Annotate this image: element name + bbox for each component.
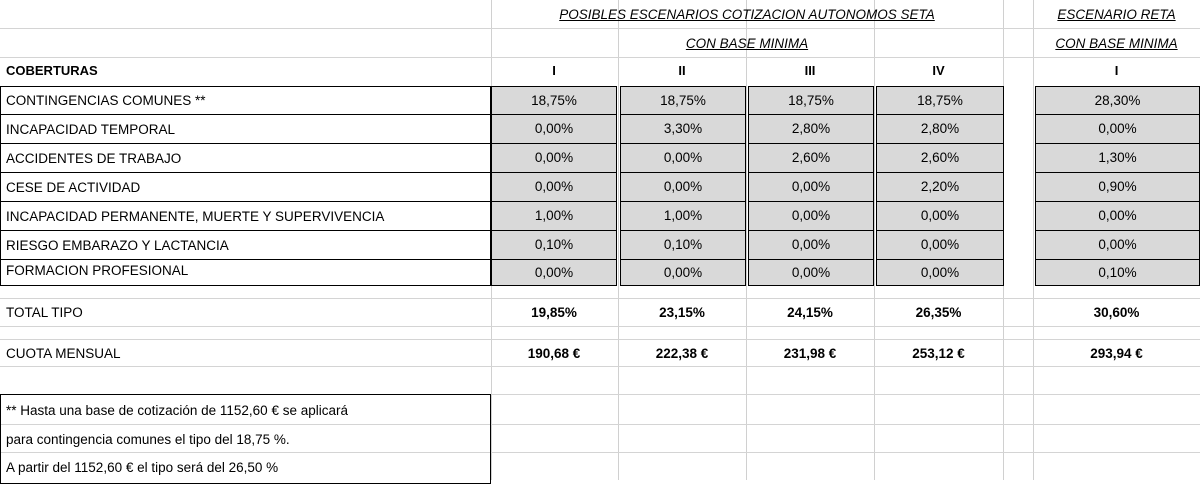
total-tipo-label: TOTAL TIPO (6, 305, 83, 320)
rate-cell: 0,90% (1035, 172, 1200, 202)
reta-title: ESCENARIO RETA (1057, 7, 1176, 22)
rate-cell: 0,00% (748, 230, 874, 260)
scenario-header-2: II (678, 63, 686, 78)
rate-cell: 0,00% (491, 172, 617, 202)
rate-cell: 18,75% (876, 86, 1004, 115)
rate-cell: 2,60% (876, 143, 1004, 173)
rate-cell: 0,00% (876, 201, 1004, 231)
cuota-mensual-value: 293,94 € (1090, 346, 1143, 361)
scenario-header-4: IV (932, 63, 945, 78)
row-label: RIESGO EMBARAZO Y LACTANCIA (6, 238, 229, 253)
row-label: FORMACION PROFESIONAL (6, 263, 189, 278)
rate-cell: 0,00% (491, 143, 617, 173)
rate-cell: 0,10% (620, 230, 746, 260)
rate-cell: 28,30% (1035, 86, 1200, 115)
cuota-mensual-value: 190,68 € (527, 346, 581, 361)
footnote-line: para contingencia comunes el tipo del 18,75 %. (6, 432, 290, 447)
rate-cell: 0,00% (491, 259, 617, 286)
total-tipo-value: 30,60% (1093, 305, 1140, 320)
rate-cell: 0,10% (491, 230, 617, 260)
grid-line (0, 339, 1200, 340)
reta-subtitle: CON BASE MINIMA (1055, 36, 1178, 51)
rate-cell: 0,00% (620, 172, 746, 202)
cuota-mensual-value: 231,98 € (783, 346, 837, 361)
rate-cell: 1,00% (491, 201, 617, 231)
cuota-mensual-value: 222,38 € (655, 346, 709, 361)
rate-cell: 0,00% (491, 114, 617, 144)
rate-cell: 2,80% (876, 114, 1004, 144)
seta-subtitle: CON BASE MINIMA (685, 36, 809, 51)
rate-cell: 0,00% (876, 230, 1004, 260)
cuota-mensual-value: 253,12 € (912, 346, 965, 361)
rate-cell: 0,00% (620, 259, 746, 286)
row-label: INCAPACIDAD PERMANENTE, MUERTE Y SUPERVIVENCIA (6, 209, 385, 224)
rate-cell: 0,00% (1035, 201, 1200, 231)
grid-line (0, 57, 1200, 58)
rate-cell: 3,30% (620, 114, 746, 144)
reta-scenario-header: I (1114, 63, 1119, 78)
rate-cell: 1,30% (1035, 143, 1200, 173)
rate-cell: 0,00% (876, 259, 1004, 286)
rate-cell: 0,00% (748, 201, 874, 231)
grid-line (0, 298, 1200, 299)
rate-cell: 0,00% (748, 172, 874, 202)
seta-title: POSIBLES ESCENARIOS COTIZACION AUTONOMOS SETA (559, 7, 935, 22)
total-tipo-value: 24,15% (787, 305, 833, 320)
grid-line (0, 366, 1200, 367)
row-label: INCAPACIDAD TEMPORAL (6, 122, 176, 137)
rate-cell: 0,00% (748, 259, 874, 286)
rate-cell: 2,20% (876, 172, 1004, 202)
total-tipo-value: 19,85% (531, 305, 577, 320)
row-label: CESE DE ACTIVIDAD (6, 180, 141, 195)
rate-cell: 18,75% (491, 86, 617, 115)
rate-cell: 18,75% (748, 86, 874, 115)
footnote-line: ** Hasta una base de cotización de 1152,60 € se aplicará (6, 403, 348, 418)
grid-line (0, 28, 1200, 29)
rate-cell: 2,80% (748, 114, 874, 144)
scenario-header-1: I (552, 63, 556, 78)
total-tipo-value: 26,35% (915, 305, 962, 320)
rate-cell: 2,60% (748, 143, 874, 173)
rate-cell: 0,00% (1035, 114, 1200, 144)
coberturas-header: COBERTURAS (6, 63, 98, 78)
row-label: ACCIDENTES DE TRABAJO (6, 151, 182, 166)
grid-line (0, 326, 1200, 327)
rate-cell: 0,10% (1035, 259, 1200, 286)
footnote-line: A partir del 1152,60 € el tipo será del 26,50 % (6, 460, 279, 475)
total-tipo-value: 23,15% (659, 305, 705, 320)
cuota-mensual-label: CUOTA MENSUAL (6, 346, 121, 361)
rate-cell: 0,00% (620, 143, 746, 173)
row-label: CONTINGENCIAS COMUNES ** (6, 93, 206, 108)
rate-cell: 0,00% (1035, 230, 1200, 260)
rate-cell: 1,00% (620, 201, 746, 231)
rate-cell: 18,75% (620, 86, 746, 115)
scenario-header-3: III (804, 63, 816, 78)
